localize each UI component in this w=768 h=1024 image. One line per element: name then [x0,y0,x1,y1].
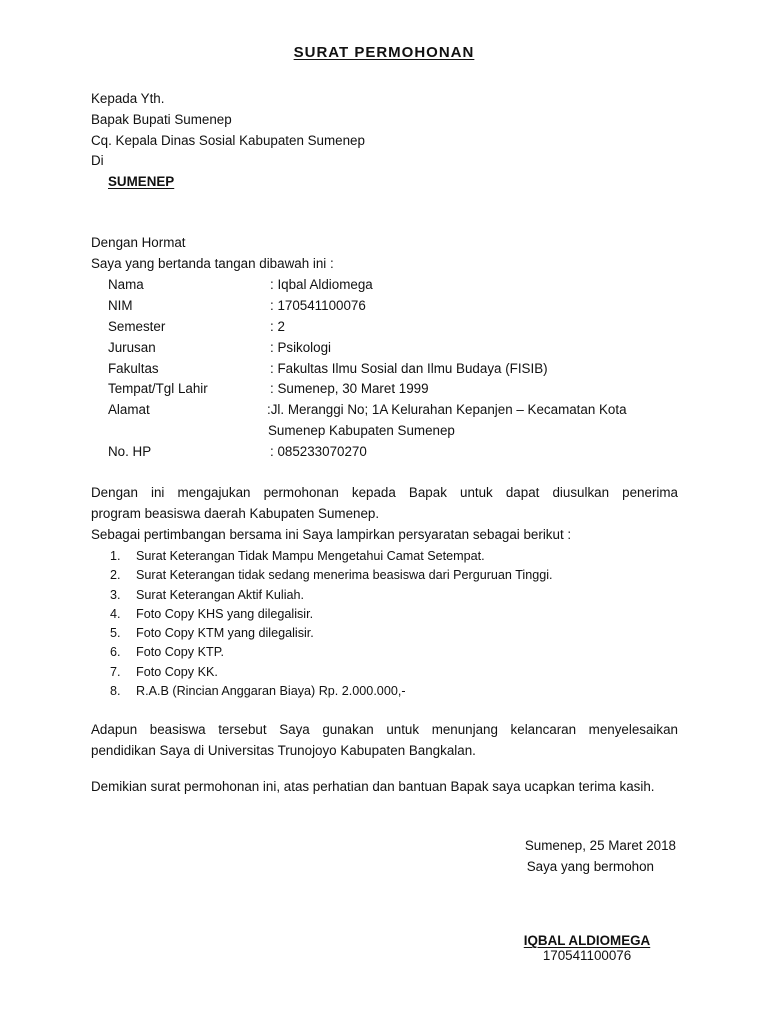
list-number: 5. [110,626,121,641]
request-line-3: Sebagai pertimbangan bersama ini Saya lampirkan persyaratan sebagai berikut : [91,526,572,542]
request-paragraph [91,483,678,545]
list-number: 6. [110,645,121,660]
list-text: Surat Keterangan Aktif Kuliah. [136,587,305,602]
recipient-line-1: Kepada Yth. [91,91,165,106]
identity-table [108,275,688,463]
purpose-line-1: Adapun beasiswa tersebut Saya gunakan untuk menunjang kelancaran menyelesaikan [91,722,678,737]
recipient-block [91,89,365,193]
identity-value: Sumenep Kabupaten Sumenep [268,423,455,439]
salutation: Dengan Hormat [91,235,186,250]
identity-label: Semester [108,318,166,334]
list-text: Foto Copy KTP. [136,645,224,660]
identity-row-nim [108,296,688,317]
identity-label: Fakultas [108,360,159,376]
identity-value: :Jl. Meranggi No; 1A Kelurahan Kepanjen – Kecamatan Kota [267,402,627,418]
identity-label: Jurusan [108,339,156,355]
signatory-name: IQBAL ALDIOMEGA [523,933,651,948]
list-number: 1. [110,549,121,563]
identity-row-semester [108,317,688,338]
place-date-block [0,836,676,878]
closing-line: Demikian surat permohonan ini, atas perhatian dan bantuan Bapak saya ucapkan terima kasih. [91,779,655,794]
greeting-block [91,233,334,275]
identity-label: NIM [108,297,133,313]
identity-row-fakultas [108,359,688,380]
purpose-paragraph [91,720,678,762]
identity-row-address [108,400,688,421]
identity-row-birth [108,379,688,400]
identity-row-address-cont [108,421,688,442]
recipient-city: SUMENEP [108,174,175,190]
request-line-1: Dengan ini mengajukan permohonan kepada Bapak untuk dapat diusulkan penerima [91,485,678,500]
request-line-2: program beasiswa daerah Kabupaten Sumenep. [91,505,380,521]
list-text: R.A.B (Rincian Anggaran Biaya) Rp. 2.000.000,- [136,684,406,699]
list-text: Foto Copy KHS yang dilegalisir. [136,606,314,621]
identity-row-phone [108,442,688,463]
identity-value: : 170541100076 [270,297,366,313]
list-text: Surat Keterangan tidak sedang menerima beasiswa dari Perguruan Tinggi. [136,568,553,583]
list-number: 8. [110,684,121,699]
list-number: 7. [110,664,121,679]
identity-value: : Fakultas Ilmu Sosial dan Ilmu Budaya (FISIB) [270,360,548,376]
purpose-line-2: pendidikan Saya di Universitas Trunojoyo Kabupaten Bangkalan. [91,742,476,758]
identity-row-jurusan [108,338,688,359]
list-text: Foto Copy KTM yang dilegalisir. [136,626,314,641]
identity-label: No. HP [108,444,152,460]
identity-value: : Psikologi [270,339,332,355]
signatory-nim: 170541100076 [542,948,632,963]
list-number: 3. [110,587,121,602]
letter-title: SURAT PERMOHONAN [293,44,475,61]
identity-label: Alamat [108,402,150,418]
recipient-line-4: Di [91,153,104,169]
identity-value: : Sumenep, 30 Maret 1999 [270,381,429,397]
identity-value: : 085233070270 [270,444,367,460]
list-number: 4. [110,606,121,621]
intro-line: Saya yang bertanda tangan dibawah ini : [91,255,334,271]
place-date: Sumenep, 25 Maret 2018 [524,838,676,853]
identity-row-name [108,275,688,296]
list-text: Foto Copy KK. [136,664,218,679]
identity-label: Tempat/Tgl Lahir [108,381,208,397]
recipient-line-2: Bapak Bupati Sumenep [91,111,232,127]
list-text: Surat Keterangan Tidak Mampu Mengetahui Camat Setempat. [136,549,485,563]
identity-value: : 2 [270,318,285,334]
recipient-line-3: Cq. Kepala Dinas Sosial Kabupaten Sumenep [91,132,365,148]
closing-paragraph [91,777,678,798]
identity-label: Nama [108,277,144,292]
signature-block [500,933,674,963]
list-number: 2. [110,568,121,583]
applicant-label: Saya yang bermohon [526,858,654,874]
identity-value: : Iqbal Aldiomega [270,277,373,292]
